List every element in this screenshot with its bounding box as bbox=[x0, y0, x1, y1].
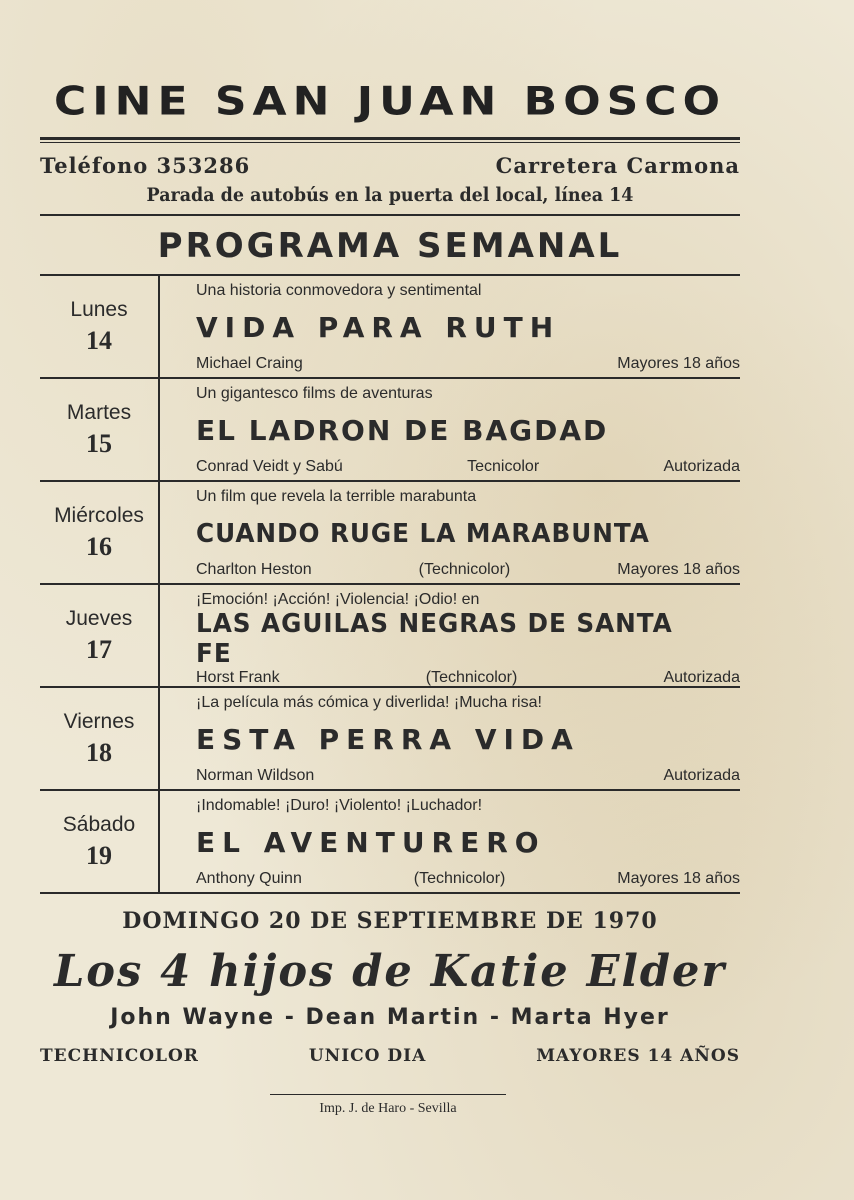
film-rating: Autorizada bbox=[663, 767, 740, 784]
film-credits bbox=[196, 458, 740, 476]
film-credits bbox=[196, 669, 740, 687]
film-title: LAS AGUILAS NEGRAS DE SANTA FE bbox=[196, 609, 673, 669]
poster-content bbox=[40, 70, 740, 1066]
film-format: Tecnicolor bbox=[467, 458, 540, 475]
title-rule bbox=[40, 137, 740, 143]
cinema-name: CINE SAN JUAN BOSCO bbox=[53, 78, 726, 125]
film-credits bbox=[196, 870, 740, 888]
schedule-row bbox=[40, 791, 740, 894]
film-credits bbox=[196, 767, 740, 785]
phone-number: Teléfono 353286 bbox=[40, 153, 251, 178]
film-cell bbox=[160, 585, 740, 686]
film-title: ESTA PERRA VIDA bbox=[196, 723, 580, 756]
film-tagline: Una historia conmovedora y sentimental bbox=[196, 282, 482, 299]
film-tagline: ¡Emoción! ¡Acción! ¡Violencia! ¡Odio! en bbox=[196, 591, 480, 608]
day-cell bbox=[40, 276, 160, 377]
day-cell bbox=[40, 688, 160, 789]
film-credits bbox=[196, 561, 740, 579]
feature-showing: UNICO DIA bbox=[308, 1046, 427, 1066]
address: Carretera Carmona bbox=[495, 153, 740, 178]
day-number: 19 bbox=[86, 840, 112, 870]
bus-info: Parada de autobús en la puerta del local, línea 14 bbox=[146, 184, 634, 206]
film-rating: Autorizada bbox=[663, 458, 740, 475]
schedule-row bbox=[40, 274, 740, 379]
film-cell bbox=[160, 688, 740, 789]
schedule-row bbox=[40, 482, 740, 585]
day-name: Sábado bbox=[62, 812, 136, 836]
film-cell bbox=[160, 482, 740, 583]
day-name: Viernes bbox=[63, 709, 135, 733]
film-cast: Conrad Veidt y Sabú bbox=[196, 458, 343, 475]
film-format: (Technicolor) bbox=[413, 870, 506, 887]
film-format: (Technicolor) bbox=[418, 561, 511, 578]
day-cell bbox=[40, 482, 160, 583]
film-cell bbox=[160, 379, 740, 480]
film-rating: Mayores 18 años bbox=[617, 870, 740, 887]
feature-rating: MAYORES 14 AÑOS bbox=[536, 1046, 740, 1066]
program-title: PROGRAMA SEMANAL bbox=[157, 226, 623, 266]
film-cast: Michael Craing bbox=[196, 355, 303, 372]
film-title: EL LADRON DE BAGDAD bbox=[196, 414, 609, 447]
schedule-row bbox=[40, 379, 740, 482]
schedule-row bbox=[40, 688, 740, 791]
feature-format: TECHNICOLOR bbox=[40, 1046, 199, 1066]
film-rating: Mayores 18 años bbox=[617, 561, 740, 578]
film-tagline: Un gigantesco films de aventuras bbox=[196, 385, 433, 402]
schedule-row bbox=[40, 585, 740, 688]
divider bbox=[40, 214, 740, 216]
weekly-schedule bbox=[40, 274, 740, 894]
film-rating: Mayores 18 años bbox=[617, 355, 740, 372]
film-cell bbox=[160, 276, 740, 377]
film-tagline: Un film que revela la terrible marabunta bbox=[196, 488, 477, 505]
film-cast: Anthony Quinn bbox=[196, 870, 302, 887]
day-name: Jueves bbox=[65, 606, 133, 630]
film-rating: Autorizada bbox=[663, 669, 740, 686]
film-credits bbox=[196, 355, 740, 373]
day-name: Lunes bbox=[70, 297, 128, 321]
day-number: 15 bbox=[86, 428, 112, 458]
printer-credit: Imp. J. de Haro - Sevilla bbox=[270, 1094, 506, 1117]
feature-title: Los 4 hijos de Katie Elder bbox=[53, 946, 727, 997]
info-row bbox=[40, 153, 740, 178]
film-cast: Norman Wildson bbox=[196, 767, 315, 784]
day-cell bbox=[40, 585, 160, 686]
film-title: EL AVENTURERO bbox=[196, 826, 546, 859]
film-tagline: ¡La película más cómica y diverlida! ¡Mucha risa! bbox=[196, 694, 542, 711]
day-name: Miércoles bbox=[54, 503, 144, 527]
film-cell bbox=[160, 791, 740, 892]
film-title: VIDA PARA RUTH bbox=[196, 311, 561, 344]
film-tagline: ¡Indomable! ¡Duro! ¡Violento! ¡Luchador! bbox=[196, 797, 483, 814]
day-name: Martes bbox=[66, 400, 132, 424]
film-format: (Technicolor) bbox=[425, 669, 518, 686]
sunday-date: DOMINGO 20 DE SEPTIEMBRE DE 1970 bbox=[122, 908, 658, 934]
film-cast: Horst Frank bbox=[196, 669, 280, 686]
film-cast: Charlton Heston bbox=[196, 561, 312, 578]
film-title: CUANDO RUGE LA MARABUNTA bbox=[196, 518, 650, 549]
day-number: 14 bbox=[86, 325, 112, 355]
day-cell bbox=[40, 379, 160, 480]
day-number: 17 bbox=[86, 634, 112, 664]
feature-stars: John Wayne - Dean Martin - Marta Hyer bbox=[110, 1005, 670, 1030]
day-number: 18 bbox=[86, 737, 112, 767]
feature-details bbox=[40, 1046, 740, 1066]
day-cell bbox=[40, 791, 160, 892]
day-number: 16 bbox=[86, 531, 112, 561]
